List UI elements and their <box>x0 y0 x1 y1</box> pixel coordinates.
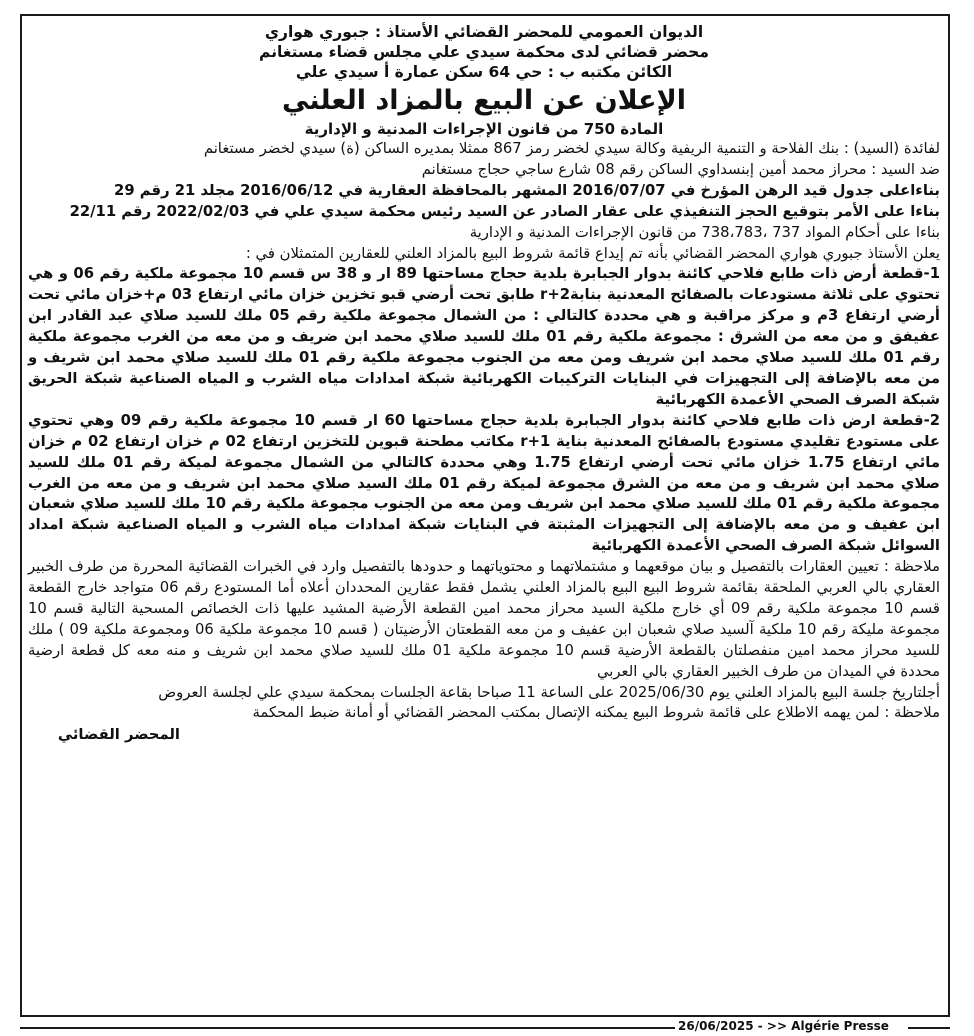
footer <box>0 1019 974 1033</box>
session-paragraph: أجلتاريخ جلسة البيع بالمزاد العلني يوم 2025/06/30 على الساعة 11 صباحا بقاعة الجلسات بمحكمة سيدي علي لجلسة العروض <box>158 683 940 701</box>
notice-subtitle: المادة 750 من قانون الإجراءات المدنية و الإدارية <box>304 120 664 138</box>
footer-rule-left <box>20 1027 675 1029</box>
footer-source: 26/06/2025 - >> Algérie Presse <box>678 1019 889 1033</box>
notice-title: الإعلان عن البيع بالمزاد العلني <box>282 85 686 116</box>
note-paragraph: ملاحظة : تعيين العقارات بالتفصيل و بيان موقعهما و مشتملاتهما و محتوياتهما و حدودها بالتفصيل وارد في الخبرات القضائية المحررة من طرف الخبير العقاري بالي العربي الملحقة بقائمة شروط البيع البيع بالمزاد العلني يشمل فقط عقارين المحددان أعلاه أما المستودع رقم 06 متواجد خارج القطعة قسم 10 مجموعة ملكية رقم 09 أي خارج ملكية السيد محراز محمد امين القطعة الأرضية المشيد عليها ذات الخصائص المسحية التالية قسم 10 مجموعة مليكة رقم 10 ملكية آلسيد صلاي شعبان ابن عفيف و من معه القطعتان الأرضيتان ( قسم 10 مجموعة ملكية 06 ومجموعة ملكية 09 ) ملك للسيد محراز محمد امين منفصلتان بالقطعة الأرضية قسم 10 مجموعة ملكية 01 ملك للسيد صلاي محمد ابن شريف و منه معه كل قطعة ارضية محددة في الميدان من طرف الخبير العقاري بالي العربي <box>28 558 941 680</box>
note-contact-paragraph: ملاحظة : لمن يهمه الاطلاع على قائمة شروط البيع يمكنه الإتصال بمكتب المحضر القضائي أو أمانة ضبط المحكمة <box>252 704 940 722</box>
mortgage-paragraph: بناءاعلى جدول قيد الرهن المؤرخ في 2016/07/07 المشهر بالمحافظة العقارية في 2016/06/12 مجلد 21 رقم 29 <box>114 181 940 199</box>
articles-paragraph: بناءا على أحكام المواد 737 ،738،783 من قانون الإجراءات المدنية و الإدارية <box>469 223 940 241</box>
lot-2-description: 2-قطعة ارض ذات طابع فلاحي كائنة بدوار الجبابرة بلدية حجاج مساحتها 60 ار قسم 10 مجموعة ملكية رقم 09 وهي تحتوي على مستودع تقليدي مستودع بالصفائح المعدنية بناية 1+r مكاتب مطحنة قبوين للتخزين ارتفاع 02 م خزان ارتفاع 02 م خزان مائي ارتفاع 1.75 خزان مائي تحت أرضي ارتفاع 1.75 وهي محددة كالتالي من الشمال مجموعة لميكة رقم 01 ملك للسيد صلاي محمد ابن شريف و من معه من الشرق مجموعة لميكة رقم 01 ملك السيد صلاي محمد ابن شريف و من معه من الغرب مجموعة ملكية رقم 01 ملك للسيد صلاي محمد ابن شريف ومن معه من الجنوب مجموعة ملكية رقم 10 ملك للسيد صلاي شعبان ابن عفيف و من معه بالإضافة إلى التجهيزات المثبتة في البنايات شبكة امدادات مياه الشرب و المياه الصناعية شبكة امداد السوائل شبكة الصرف الصحي الأعمدة الكهربائية <box>28 411 941 555</box>
notice-content <box>28 22 940 745</box>
lot-1-description: 1-قطعة أرض ذات طابع فلاحي كائنة بدوار الجبابرة بلدية حجاج مساحتها 89 ار و 38 س قسم 10 مجموعة ملكية رقم 06 و هي تحتوي على ثلاثة مستودعات بالصفائح المعدنية بنابة2+r طابق تحت أرضي قبو تخزين خزان مائي ارتفاع 03 م+خزان مائي تحت أرضي ارتفاع 3م و مركز مراقبة و هي محددة كالتالي : من الشمال مجموعة ملكية رقم 05 ملك للسيد صلاي عبد القادر ابن عفيفق و من معه من الشرق : مجموعة ملكية رقم 01 ملك للسيد صلاي محمد ابن ضريف و من معه من الغرب مجموعة ملكية رقم 01 ملك للسيد صلاي محمد ابن شريف ومن معه من الجنوب مجموعة ملكية رقم 01 ملك للسيد صلاي محمد ابن شريف و من معه بالإضافة إلى التجهيزات في البنايات التركيبات الكهربائية شبكة امدادات مياه الشرب و المياه الصناعية شبكة الحريق شبكة الصرف الصحي الأعمدة الكهربائية <box>28 265 941 408</box>
court-name: محضر قضائي لدى محكمة سيدي علي مجلس قضاء مستغانم <box>259 43 709 61</box>
against-paragraph: ضد السيد : محراز محمد أمين إبنسداوي الساكن رقم 08 شارع ساجي حجاج مستغانم <box>421 160 940 178</box>
signature: المحضر القضائي <box>57 726 180 744</box>
footer-rule-right <box>908 1027 950 1029</box>
announcement-paragraph: يعلن الأستاذ جبوري هواري المحضر القضائي بأنه تم إيداع قائمة شروط البيع بالمزاد العلني للعقارين المتمثلان في : <box>245 244 940 262</box>
beneficiary-paragraph: لفائدة (السيد) : بنك الفلاحة و التنمية الريفية وكالة سيدي لخضر رمز 867 ممثلا بمديره الساكن (ة) سيدي لخضر مستغانم <box>203 140 940 157</box>
office-address: الكائن مكتبه ب : حي 64 سكن عمارة أ سيدي علي <box>295 63 673 81</box>
order-paragraph: بناءا على الأمر بتوقيع الحجز التنفيذي على عقار الصادر عن السيد رئيس محكمة سيدي علي في 2022/02/03 رقم 22/11 <box>69 202 940 220</box>
office-name: الديوان العمومي للمحضر القضائي الأستاذ : جبوري هواري <box>264 23 704 41</box>
